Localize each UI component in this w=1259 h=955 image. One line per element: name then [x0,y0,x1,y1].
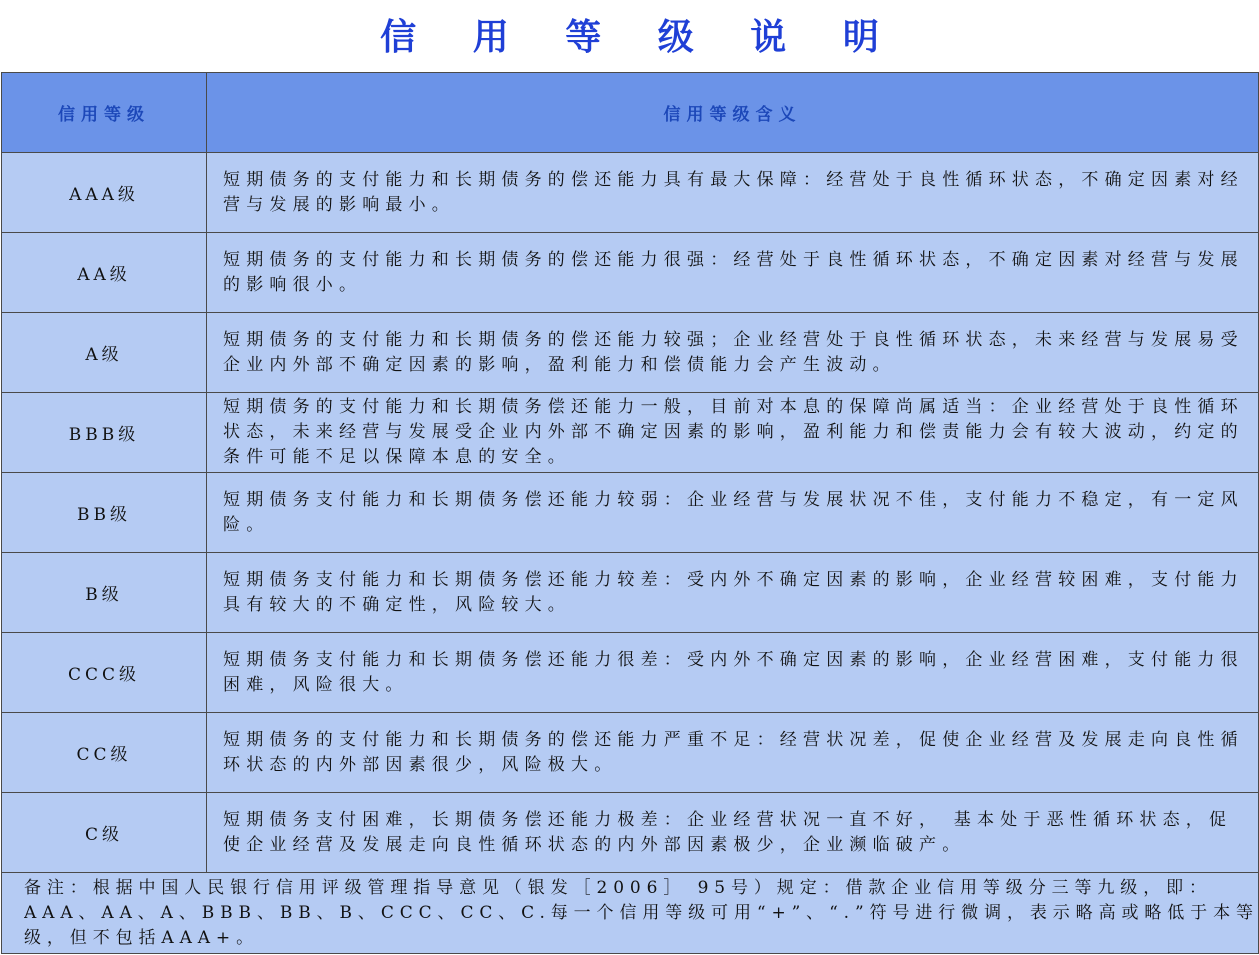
credit-rating-table [1,72,1259,954]
table-header-row [2,73,1259,153]
meaning-cell: 短期债务的支付能力和长期债务的偿还能力具有最大保障：经营处于良性循环状态，不确定因素对经营与发展的影响最小。 [207,153,1259,233]
grade-cell: CCC级 [2,633,207,713]
meaning-cell: 短期债务支付困难，长期债务偿还能力极差：企业经营状况一直不好， 基本处于恶性循环状态，促使企业经营及发展走向良性循环状态的内外部因素极少，企业濒临破产。 [207,793,1259,873]
table-row [2,553,1259,633]
note-cell [2,873,1259,954]
table-row [2,473,1259,553]
table-row [2,393,1259,473]
grade-cell: AA级 [2,233,207,313]
table-note-row [2,873,1259,954]
meaning-cell: 短期债务的支付能力和长期债务的偿还能力较强；企业经营处于良性循环状态，未来经营与发展易受企业内外部不确定因素的影响，盈利能力和偿债能力会产生波动。 [207,313,1259,393]
table-row [2,233,1259,313]
meaning-cell: 短期债务支付能力和长期债务偿还能力较弱：企业经营与发展状况不佳，支付能力不稳定，有一定风险。 [207,473,1259,553]
header-credit-grade: 信用等级 [2,73,207,153]
table-row [2,713,1259,793]
grade-cell: BBB级 [2,393,207,473]
grade-cell: A级 [2,313,207,393]
table-row [2,793,1259,873]
grade-cell: AAA级 [2,153,207,233]
grade-cell: BB级 [2,473,207,553]
meaning-cell: 短期债务的支付能力和长期债务的偿还能力很强：经营处于良性循环状态，不确定因素对经营与发展的影响很小。 [207,233,1259,313]
table-row [2,633,1259,713]
meaning-cell: 短期债务支付能力和长期债务偿还能力很差：受内外不确定因素的影响，企业经营困难，支付能力很困难，风险很大。 [207,633,1259,713]
rating-note: 备注：根据中国人民银行信用评级管理指导意见（银发［2006］ 95号）规定：借款企业信用等级分三等九级，即： AAA、AA、A、BBB、BB、B、CCC、CC、C.每一个信用等级可用“+”、“.”符号进行微调，表示略高或略低于本等级，但不包括AAA+。 [24,877,1259,948]
meaning-cell: 短期债务的支付能力和长期债务的偿还能力严重不足：经营状况差，促使企业经营及发展走向良性循环状态的内外部因素很少，风险极大。 [207,713,1259,793]
table-row [2,153,1259,233]
grade-cell: B级 [2,553,207,633]
page-title: 信 用 等 级 说 明 [380,17,901,58]
grade-cell: CC级 [2,713,207,793]
header-credit-grade-meaning: 信用等级含义 [207,73,1259,153]
grade-cell: C级 [2,793,207,873]
table-row [2,313,1259,393]
meaning-cell: 短期债务的支付能力和长期债务偿还能力一般，目前对本息的保障尚属适当：企业经营处于良性循环状态，未来经营与发展受企业内外部不确定因素的影响，盈利能力和偿责能力会有较大波动，约定的条件可能不足以保障本息的安全。 [207,393,1259,473]
meaning-cell: 短期债务支付能力和长期债务偿还能力较差：受内外不确定因素的影响，企业经营较困难，支付能力具有较大的不确定性，风险较大。 [207,553,1259,633]
